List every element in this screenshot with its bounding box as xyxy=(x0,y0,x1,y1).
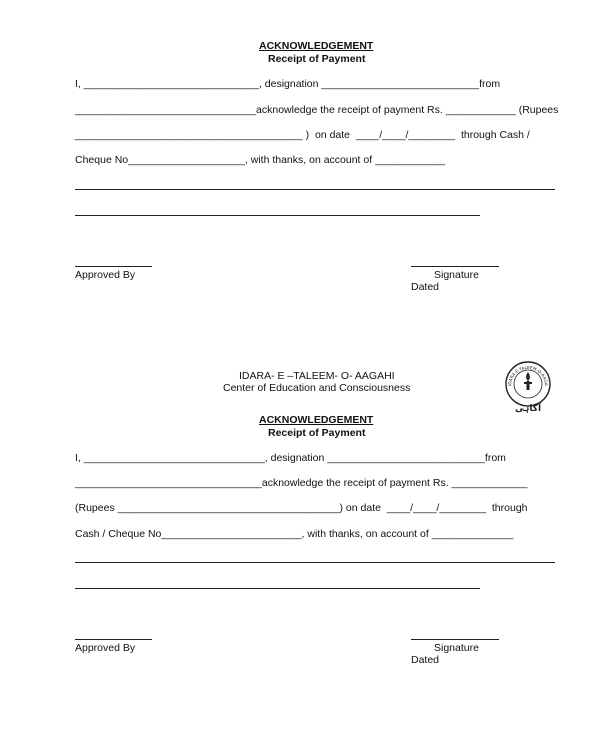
section1-signature-line xyxy=(411,266,499,267)
section2-dated-label: Dated xyxy=(411,654,440,666)
section1-dated-label: Dated xyxy=(411,281,440,293)
section2-approved-line xyxy=(75,639,152,640)
section2-blank-line-2 xyxy=(75,588,480,589)
section2-title: ACKNOWLEDGEMENT xyxy=(259,414,374,426)
logo-arc-text: IDARA-E-TALEEM-O-AAGA xyxy=(506,364,550,387)
section2-line2: ________________________________acknowledge the receipt of payment Rs. _____________ xyxy=(75,477,528,489)
section2-subtitle: Receipt of Payment xyxy=(268,427,366,439)
organization-name: IDARA- E –TALEEM- O- AAGAHI xyxy=(239,370,395,382)
section1-approved-line xyxy=(75,266,152,267)
section1-line3: _______________________________________ ) on date ____/____/________ through Cash / xyxy=(75,129,530,141)
logo-urdu-text: آگاہی xyxy=(514,404,542,414)
section2-signature-line xyxy=(411,639,499,640)
section1-subtitle: Receipt of Payment xyxy=(268,53,366,65)
section1-signature-label: Signature xyxy=(434,269,479,281)
section2-blank-line-1 xyxy=(75,562,555,563)
torch-icon xyxy=(524,372,532,390)
section1-title: ACKNOWLEDGEMENT xyxy=(259,40,374,52)
section1-blank-line-1 xyxy=(75,189,555,190)
section1-line1: I, ______________________________, designation ___________________________from xyxy=(75,78,501,90)
section2-line1: I, _______________________________, designation ___________________________from xyxy=(75,452,506,464)
organization-logo xyxy=(503,360,553,418)
section2-line4: Cash / Cheque No________________________, with thanks, on account of ______________ xyxy=(75,528,514,540)
section1-line2: _______________________________acknowledge the receipt of payment Rs. ____________ (Rupees xyxy=(75,104,559,116)
section2-signature-label: Signature xyxy=(434,642,479,654)
section1-line4: Cheque No____________________, with thanks, on account of ____________ xyxy=(75,154,446,166)
section1-blank-line-2 xyxy=(75,215,480,216)
section1-approved-by: Approved By xyxy=(75,269,136,281)
section2-line3: (Rupees ______________________________________) on date ____/____/________ through xyxy=(75,502,528,514)
organization-subtitle: Center of Education and Consciousness xyxy=(223,382,411,394)
section2-approved-by: Approved By xyxy=(75,642,136,654)
